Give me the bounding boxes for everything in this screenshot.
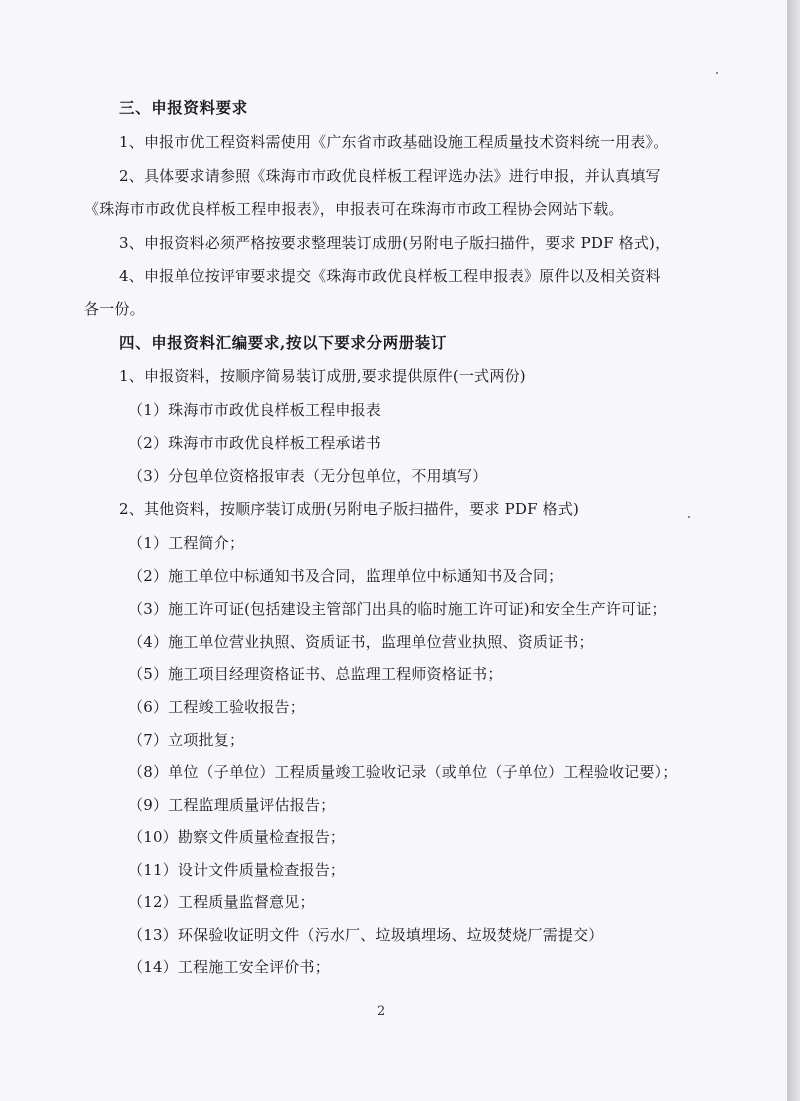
part2-item-9: （9）工程监理质量评估报告；: [128, 796, 336, 814]
part1-item-1: （1）珠海市市政优良样板工程申报表: [128, 401, 381, 419]
section4-part1-title: 1、申报资料，按顺序简易装订成册,要求提供原件(一式两份): [119, 367, 526, 385]
section3-item-2-cont: 《珠海市市政优良样板工程申报表》，申报表可在珠海市市政工程协会网站下载。: [84, 200, 624, 218]
part2-item-5: （5）施工项目经理资格证书、总监理工程师资格证书；: [128, 665, 503, 683]
page-number: 2: [377, 1004, 386, 1019]
section3-title: 三、申报资料要求: [119, 98, 248, 117]
section4-part2-title: 2、其他资料，按顺序装订成册(另附电子版扫描件，要求 PDF 格式): [119, 500, 580, 518]
part2-item-3: （3）施工许可证(包括建设主管部门出具的临时施工许可证)和安全生产许可证；: [128, 600, 667, 618]
section4-title: 四、申报资料汇编要求,按以下要求分两册装订: [119, 333, 447, 352]
section3-item-2: 2、具体要求请参照《珠海市市政优良样板工程评选办法》进行申报，并认真填写: [119, 167, 661, 185]
part2-item-14: （14）工程施工安全评价书；: [128, 958, 330, 976]
part2-item-2: （2）施工单位中标通知书及合同，监理单位中标通知书及合同；: [128, 567, 564, 585]
part2-item-4: （4）施工单位营业执照、资质证书，监理单位营业执照、资质证书；: [128, 633, 594, 651]
section3-item-4-cont: 各一份。: [84, 300, 145, 318]
part1-item-2: （2）珠海市市政优良样板工程承诺书: [128, 434, 381, 452]
part1-item-3: （3）分包单位资格报审表（无分包单位，不用填写）: [128, 467, 488, 485]
part2-item-1: （1）工程简介；: [128, 534, 245, 552]
part2-item-6: （6）工程竣工验收报告；: [128, 698, 305, 716]
part2-item-11: （11）设计文件质量检查报告；: [128, 861, 346, 879]
scan-speck: [716, 72, 718, 74]
section3-item-3: 3、申报资料必须严格按要求整理装订成册(另附电子版扫描件，要求 PDF 格式)，: [119, 234, 671, 252]
scan-edge-shadow: [787, 0, 800, 1101]
part2-item-8: （8）单位（子单位）工程质量竣工验收记录（或单位（子单位）工程验收记要）；: [128, 763, 678, 781]
part2-item-10: （10）勘察文件质量检查报告；: [128, 828, 346, 846]
part2-item-7: （7）立项批复；: [128, 731, 245, 749]
section3-item-4: 4、申报单位按评审要求提交《珠海市政优良样板工程申报表》原件以及相关资料: [119, 267, 661, 285]
scan-speck: [688, 516, 690, 518]
section3-item-1: 1、申报市优工程资料需使用《广东省市政基础设施工程质量技术资料统一用表》。: [119, 133, 669, 151]
part2-item-12: （12）工程质量监督意见；: [128, 893, 315, 911]
part2-item-13: （13）环保验收证明文件（污水厂、垃圾填埋场、垃圾焚烧厂需提交）: [128, 926, 604, 944]
